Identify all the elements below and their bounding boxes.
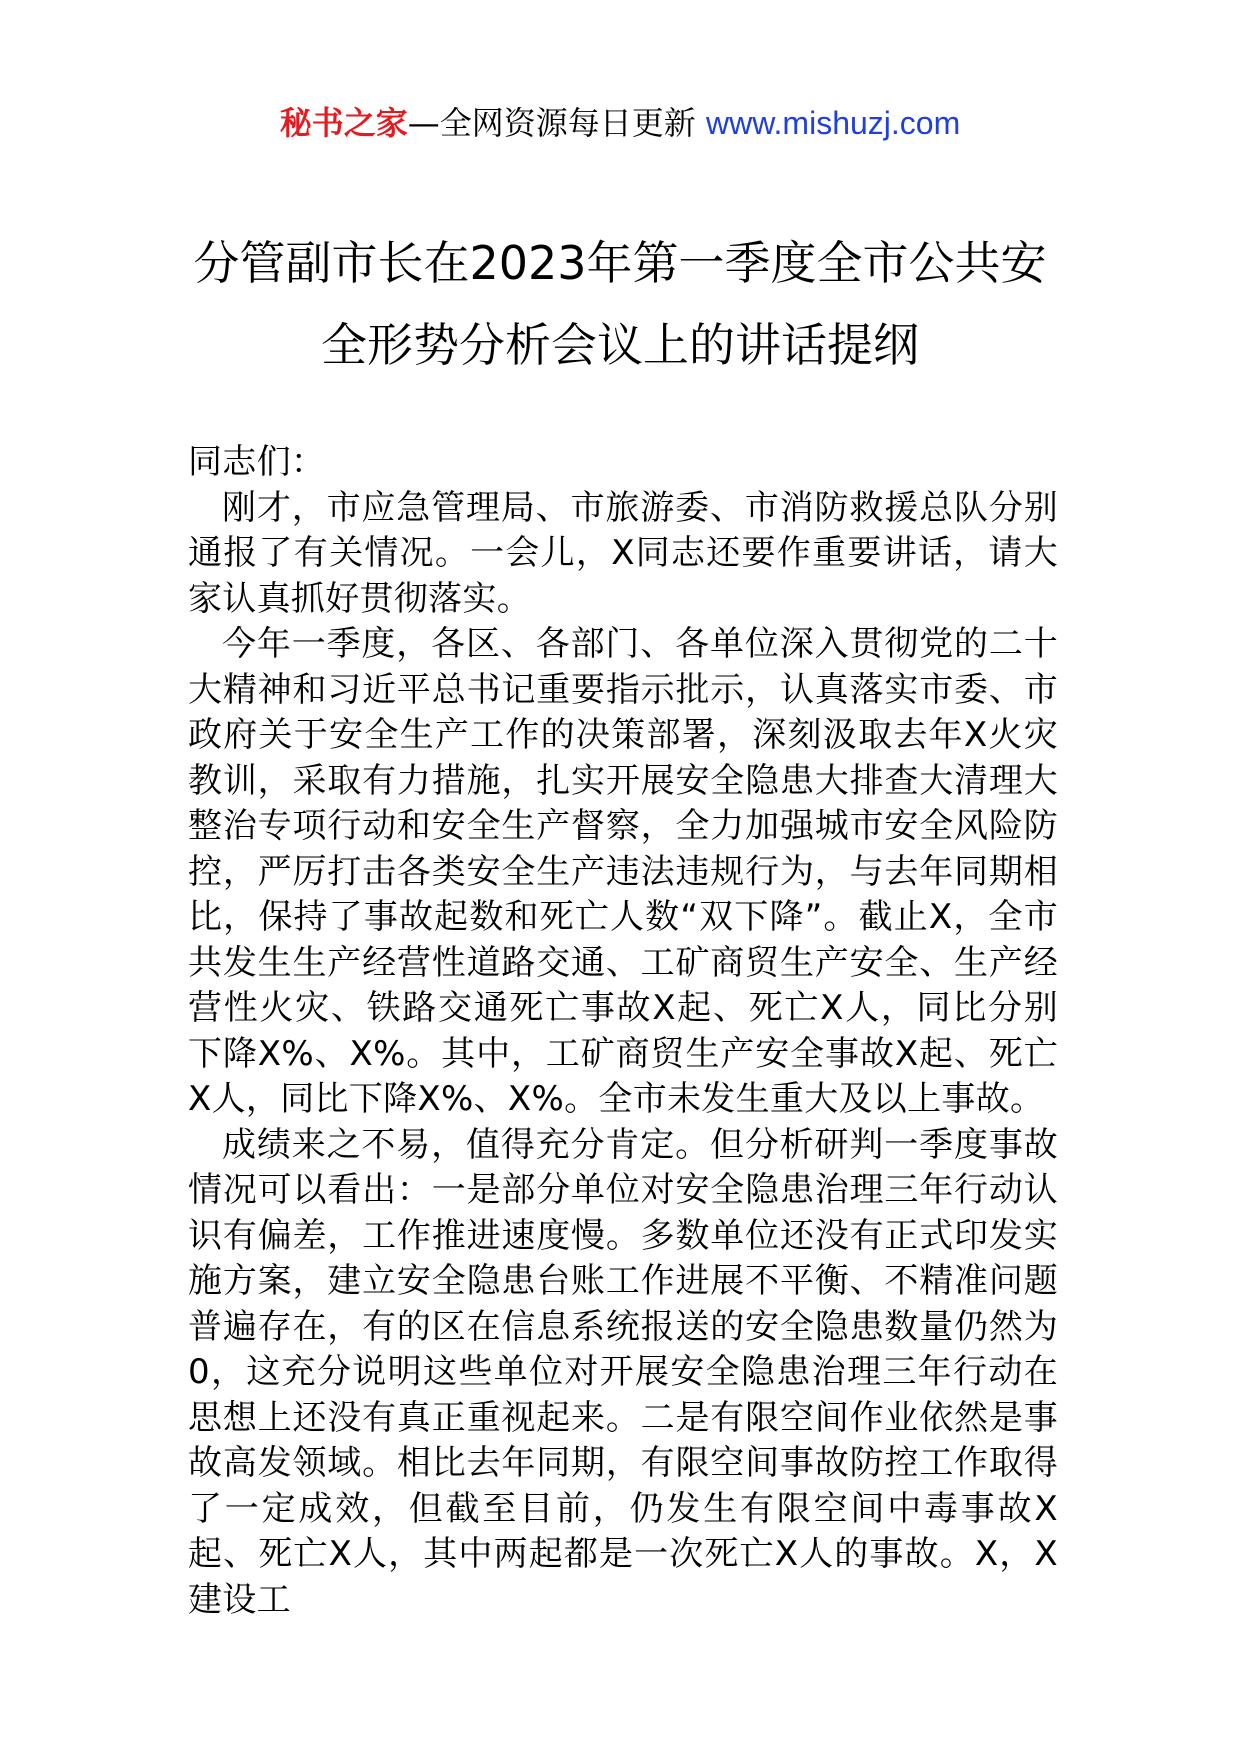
salutation: 同志们： [188, 442, 326, 482]
paragraph-1: 刚才，市应急管理局、市旅游委、市消防救援总队分别通报了有关情况。一会儿，X同志还要作重要讲话，请大家认真抓好贯彻落实。 [188, 487, 1058, 619]
site-slogan: —全网资源每日更新 [407, 104, 706, 142]
site-brand: 秘书之家 [279, 104, 408, 142]
document-body [188, 440, 1058, 1623]
site-url-link[interactable]: www.mishuzj.com [705, 105, 961, 141]
paragraph-2: 今年一季度，各区、各部门、各单位深入贯彻党的二十大精神和习近平总书记重要指示批示，认真落实市委、市政府关于安全生产工作的决策部署，深刻汲取去年X火灾教训，采取有力措施，扎实开展安全隐患大排查大清理大整治专项行动和安全生产督察，全力加强城市安全风险防控，严厉打击各类安全生产违法违规行为，与去年同期相比，保持了事故起数和死亡人数“双下降”。截止X，全市共发生生产经营性道路交通、工矿商贸生产安全、生产经营性火灾、铁路交通死亡事故X起、死亡X人，同比分别下降X%、X%。其中，工矿商贸生产安全事故X起、死亡X人，同比下降X%、X%。全市未发生重大及以上事故。 [188, 624, 1058, 1119]
title-line-2: 全形势分析会议上的讲话提纲 [321, 318, 919, 372]
site-header [0, 98, 1240, 148]
title-line-1: 分管副市长在2023年第一季度全市公共安 [193, 236, 1047, 290]
paragraph-3: 成绩来之不易，值得充分肯定。但分析研判一季度事故情况可以看出：一是部分单位对安全隐患治理三年行动认识有偏差，工作推进速度慢。多数单位还没有正式印发实施方案，建立安全隐患台账工作进展不平衡、不精准问题普遍存在，有的区在信息系统报送的安全隐患数量仍然为0，这充分说明这些单位对开展安全隐患治理三年行动在思想上还没有真正重视起来。二是有限空间作业依然是事故高发领域。相比去年同期，有限空间事故防控工作取得了一定成效，但截至目前，仍发生有限空间中毒事故X起、死亡X人，其中两起都是一次死亡X人的事故。X，X建设工 [188, 1124, 1058, 1620]
document-title [150, 222, 1090, 386]
